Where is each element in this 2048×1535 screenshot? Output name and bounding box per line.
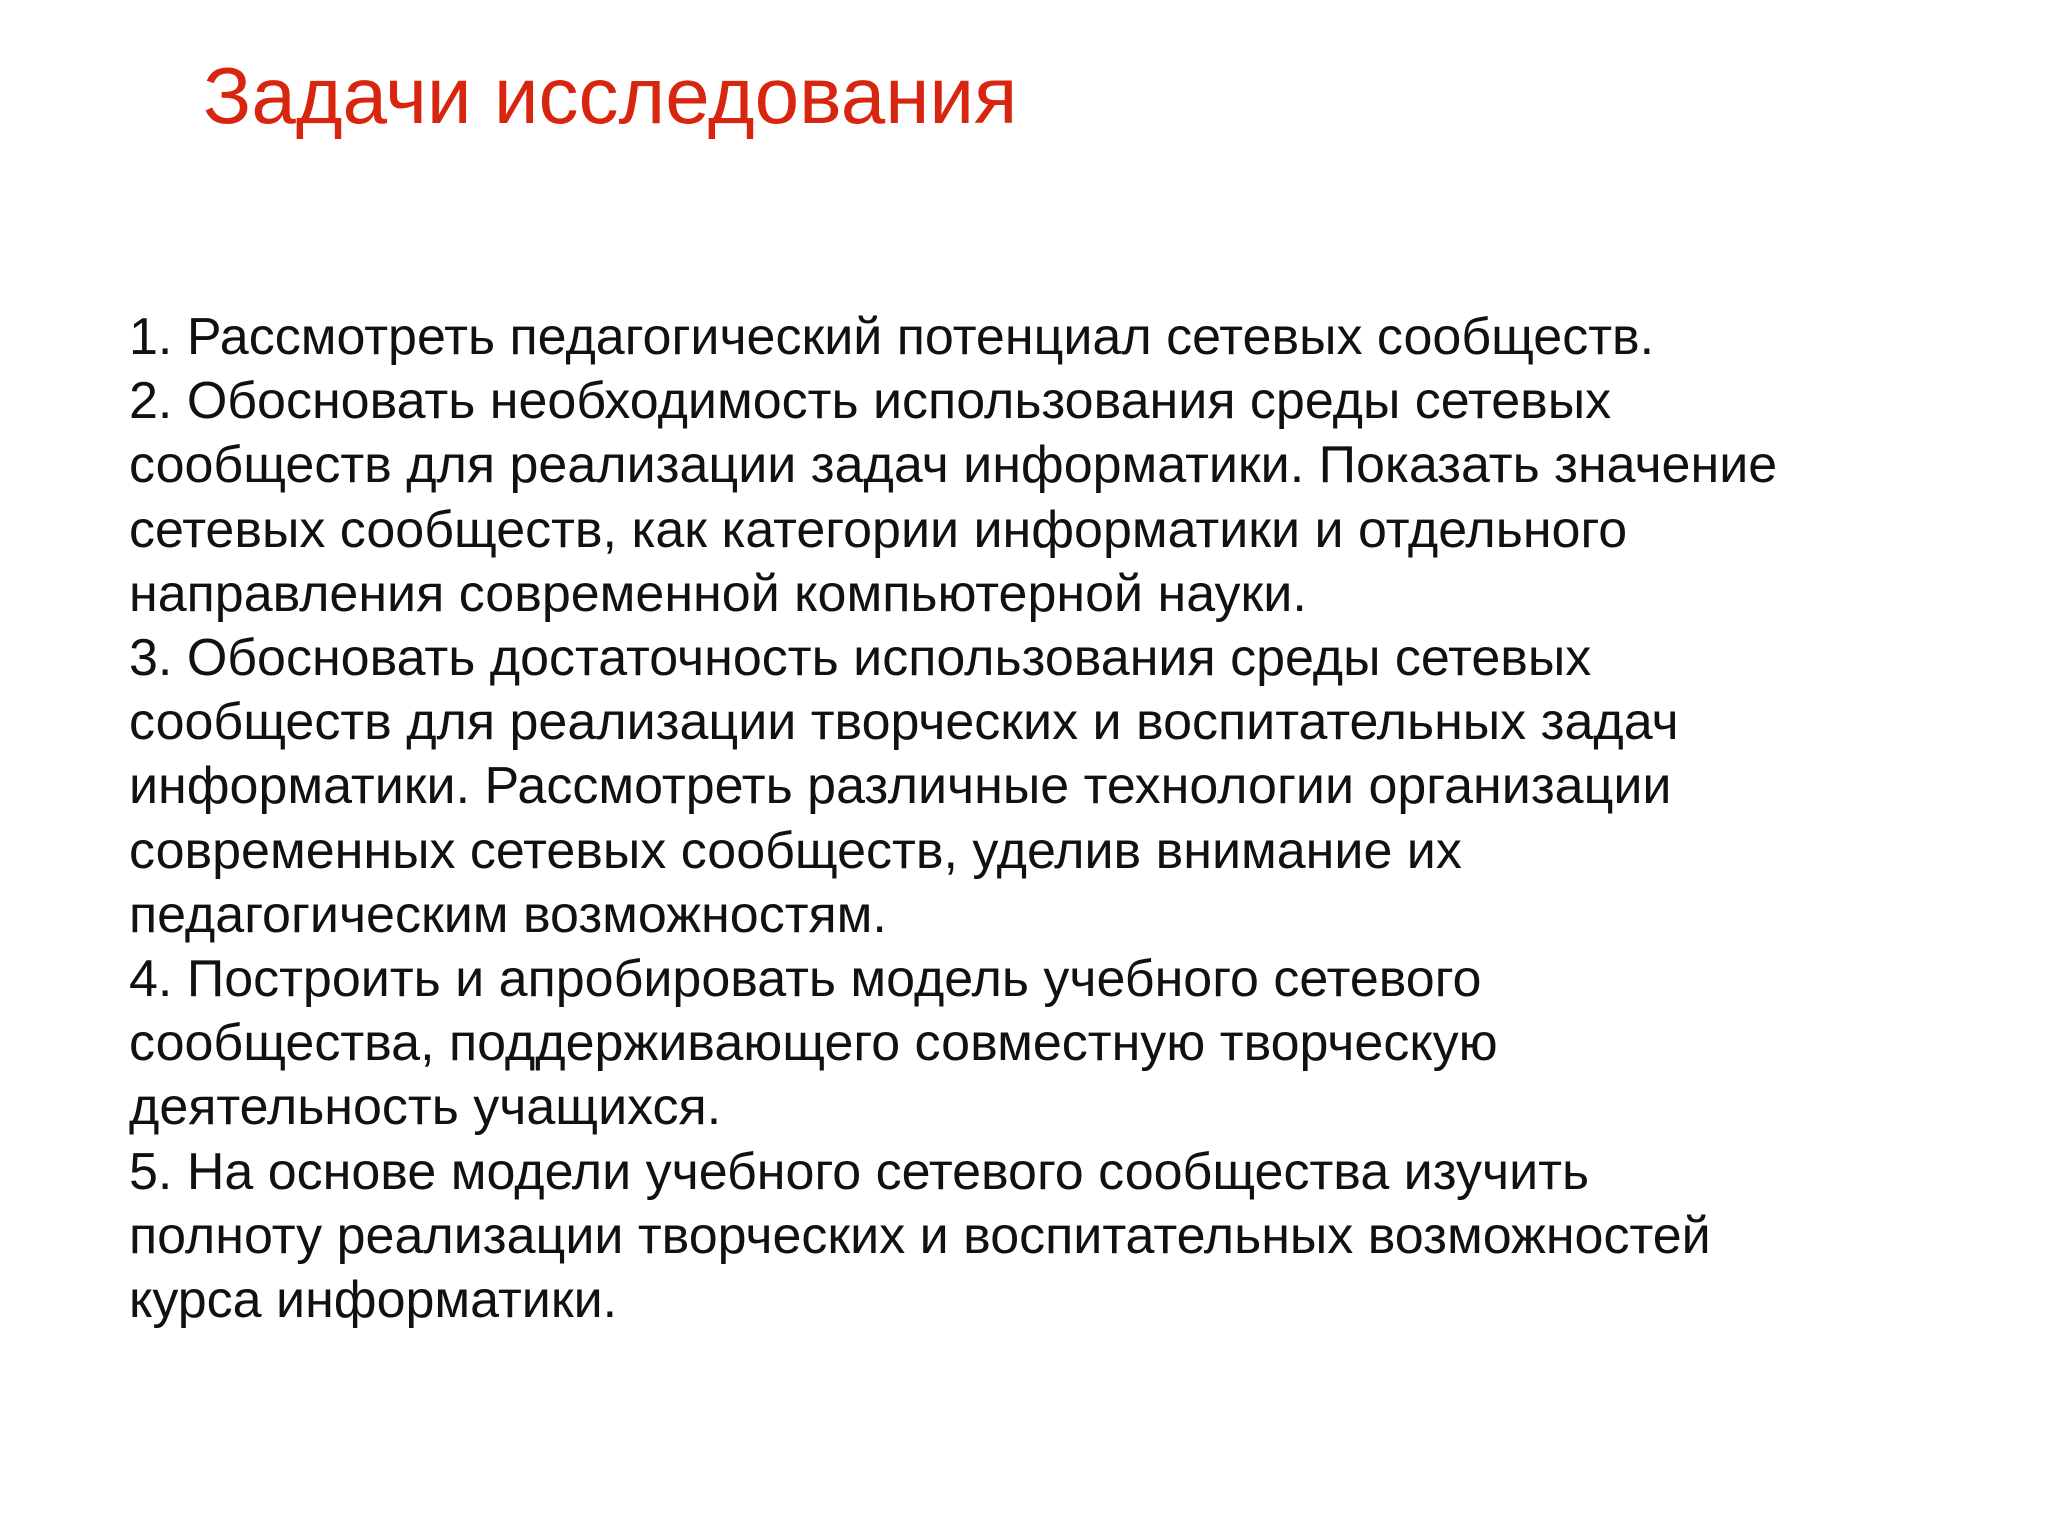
task-3-line-1: 3. Обосновать достаточность использования среды сетевых	[129, 629, 1592, 688]
task-item-4	[129, 947, 2009, 1140]
task-2-line-3: сетевых сообществ, как категории информатики и отдельного	[129, 500, 1628, 559]
task-item-3	[129, 626, 2009, 947]
task-4-line-3: деятельность учащихся.	[129, 1078, 722, 1137]
task-4-line-2: сообщества, поддерживающего совместную творческую	[129, 1014, 1498, 1073]
task-2-line-4: направления современной компьютерной науки.	[129, 564, 1307, 623]
task-3-line-3: информатики. Рассмотреть различные технологии организации	[129, 757, 1672, 816]
task-3-line-2: сообществ для реализации творческих и воспитательных задач	[129, 693, 1679, 752]
task-5-line-1: 5. На основе модели учебного сетевого сообщества изучить	[129, 1142, 1590, 1201]
task-item-2	[129, 369, 2009, 626]
task-3-line-4: современных сетевых сообществ, уделив внимание их	[129, 821, 1462, 880]
task-1-line-1: 1. Рассмотреть педагогический потенциал сетевых сообществ.	[129, 308, 1655, 366]
task-5-line-2: полноту реализации творческих и воспитательных возможностей	[129, 1206, 1711, 1265]
task-2-line-1: 2. Обосновать необходимость использования среды сетевых	[129, 372, 1612, 431]
task-item-1	[129, 305, 2009, 369]
slide-title: Задачи исследования	[203, 51, 1018, 140]
task-item-5	[129, 1140, 2009, 1333]
task-4-line-1: 4. Построить и апробировать модель учебного сетевого	[129, 950, 1482, 1009]
task-3-line-5: педагогическим возможностям.	[129, 885, 887, 944]
task-2-line-2: сообществ для реализации задач информатики. Показать значение	[129, 436, 1778, 495]
task-5-line-3: курса информатики.	[129, 1271, 618, 1330]
task-list	[129, 305, 2009, 1332]
